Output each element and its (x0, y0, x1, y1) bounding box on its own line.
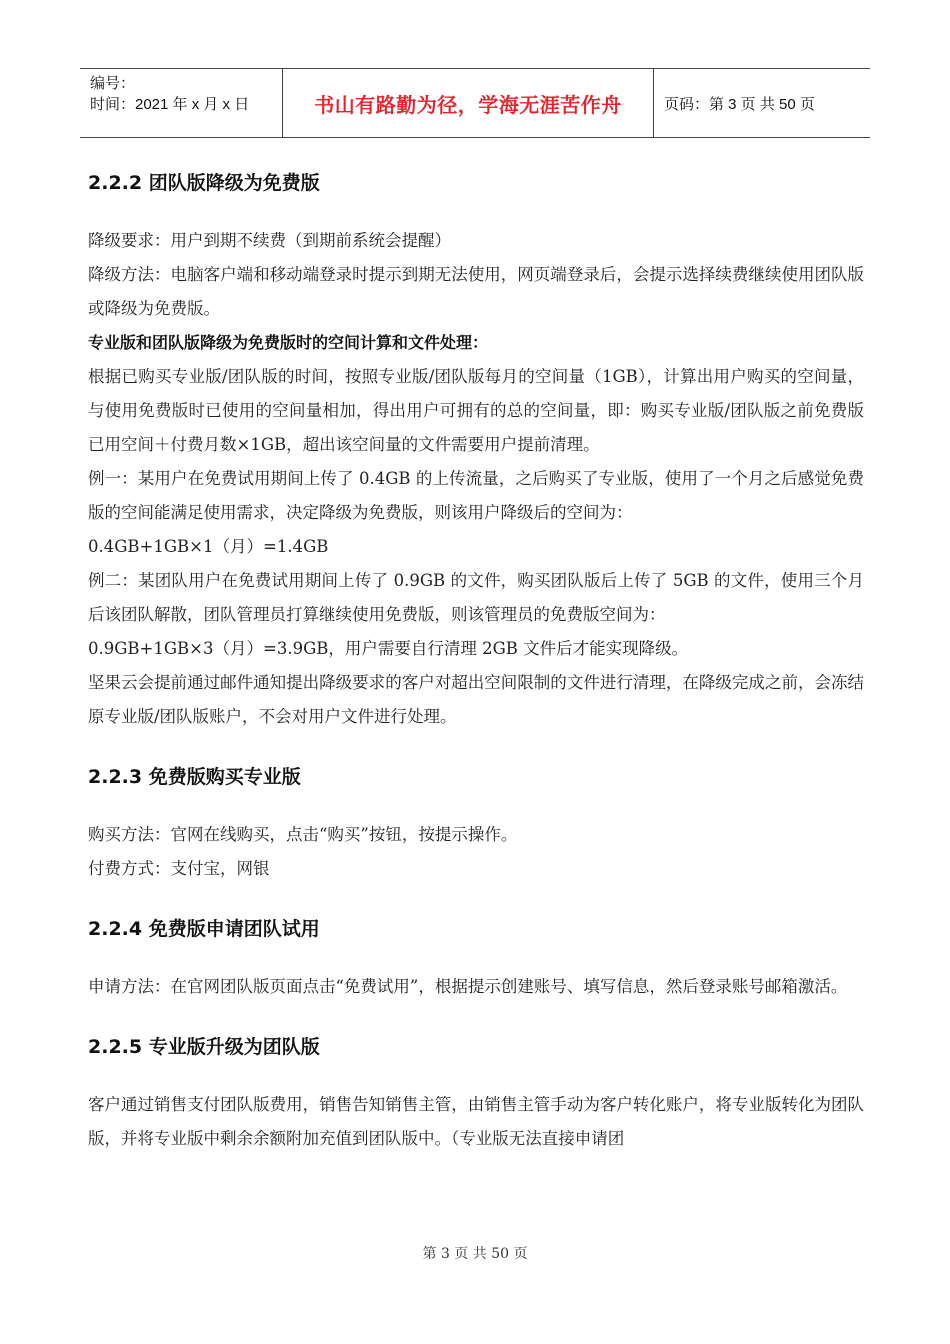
paragraph: 例二：某团队用户在免费试用期间上传了 0.9GB 的文件，购买团队版后上传了 5GB 的文件，使用三个月后该团队解散，团队管理员打算继续使用免费版，则该管理员的免费版空间为： (88, 571, 864, 624)
paragraph: 购买方法：官网在线购买，点击“购买”按钮，按提示操作。 (88, 825, 518, 844)
time-label: 时间：2021 年 x 月 x 日 (90, 96, 250, 113)
bold-paragraph: 专业版和团队版降级为免费版时的空间计算和文件处理： (88, 333, 489, 352)
page-header (80, 68, 870, 138)
paragraph: 例一：某用户在免费试用期间上传了 0.4GB 的上传流量，之后购买了专业版，使用了一个月之后感觉免费版的空间能满足使用需求，决定降级为免费版，则该用户降级后的空间为： (88, 469, 864, 522)
header-page-info: 页码：第 3 页 共 50 页 (664, 95, 815, 113)
page-footer: 第 3 页 共 50 页 (422, 1246, 528, 1262)
formula-line: 0.9GB+1GB×3（月）=3.9GB，用户需要自行清理 2GB 文件后才能实现降级。 (88, 639, 689, 658)
section-heading-2-2-2: 2.2.2 团队版降级为免费版 (88, 172, 320, 194)
paragraph: 申请方法：在官网团队版页面点击“免费试用”，根据提示创建账号、填写信息，然后登录账号邮箱激活。 (88, 977, 848, 996)
paragraph: 根据已购买专业版/团队版的时间，按照专业版/团队版每月的空间量（1GB），计算出用户购买的空间量，与使用免费版时已使用的空间量相加，得出用户可拥有的总的空间量，即：购买专业版/团队版之前免费版已用空间＋付费月数×1GB，超出该空间量的文件需要用户提前清理。 (88, 367, 864, 454)
document-body (88, 170, 864, 1156)
paragraph: 客户通过销售支付团队版费用，销售告知销售主管，由销售主管手动为客户转化账户，将专业版转化为团队版，并将专业版中剩余余额附加充值到团队版中。（专业版无法直接申请团 (88, 1095, 864, 1148)
section-heading-2-2-5: 2.2.5 专业版升级为团队版 (88, 1036, 320, 1058)
header-motto: 书山有路勤为径，学海无涯苦作舟 (283, 69, 654, 137)
section-heading-2-2-4: 2.2.4 免费版申请团队试用 (88, 918, 320, 940)
paragraph: 降级要求：用户到期不续费（到期前系统会提醒） (88, 231, 451, 250)
paragraph: 坚果云会提前通过邮件通知提出降级要求的客户对超出空间限制的文件进行清理，在降级完成之前，会冻结原专业版/团队版账户，不会对用户文件进行处理。 (88, 673, 864, 726)
section-heading-2-2-3: 2.2.3 免费版购买专业版 (88, 766, 301, 788)
header-meta (80, 69, 283, 137)
formula-line: 0.4GB+1GB×1（月）=1.4GB (88, 537, 329, 556)
paragraph: 降级方法：电脑客户端和移动端登录时提示到期无法使用，网页端登录后，会提示选择续费继续使用团队版或降级为免费版。 (88, 265, 864, 318)
paragraph: 付费方式：支付宝，网银 (88, 859, 270, 878)
number-label: 编号： (90, 75, 136, 92)
